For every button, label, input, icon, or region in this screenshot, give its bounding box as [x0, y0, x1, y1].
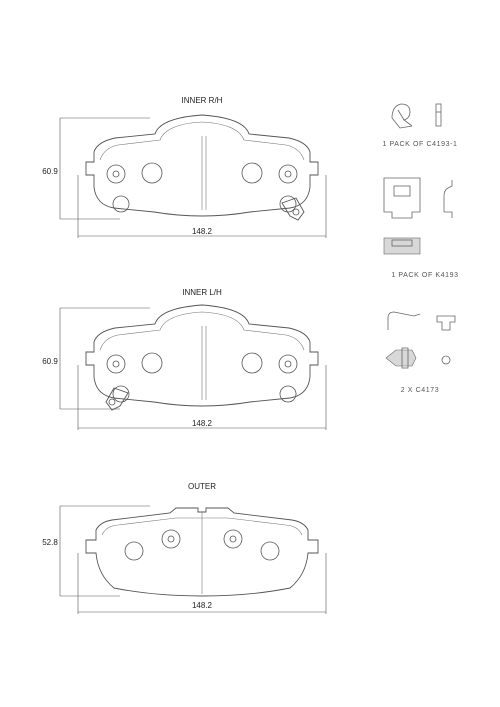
inner-rh-hole-center: [113, 171, 119, 177]
inner-lh-hole: [280, 386, 296, 402]
grommet-icon: [437, 316, 455, 330]
outer-title: OUTER: [188, 482, 216, 491]
inner-rh-hole: [279, 165, 297, 183]
inner-lh-hole: [242, 353, 262, 373]
inner-rh-view: [42, 96, 326, 238]
inner-lh-hole-center: [113, 361, 119, 367]
inner-rh-hole: [107, 165, 125, 183]
outer-hole: [162, 530, 180, 548]
pack-1-label: 1 PACK OF C4193-1: [382, 141, 458, 148]
inner-lh-width-value: 148.2: [191, 419, 213, 428]
inner-rh-hole: [242, 163, 262, 183]
outer-hole-center: [168, 536, 174, 542]
inner-lh-height-value: 60.9: [42, 357, 58, 366]
accessory-pack-1: [382, 104, 457, 148]
washer-icon: [442, 356, 450, 364]
pack-2-label: 1 PACK OF K4193: [391, 272, 459, 279]
inner-lh-hole: [142, 353, 162, 373]
inner-lh-title: INNER L/H: [182, 288, 222, 297]
inner-rh-title: INNER R/H: [181, 96, 223, 105]
shim-plate-icon: [384, 178, 420, 218]
accessory-pack-2: [384, 178, 459, 279]
inner-rh-hole-center: [285, 171, 291, 177]
inner-rh-width-value: 148.2: [191, 227, 213, 236]
shim-slot-icon: [394, 186, 410, 196]
clip-profile-icon: [444, 180, 452, 218]
inner-lh-hole-center: [285, 361, 291, 367]
pin-icon: [436, 104, 441, 126]
inner-lh-hole: [107, 355, 125, 373]
inner-rh-hole: [142, 163, 162, 183]
outer-width-value: 148.2: [191, 601, 213, 610]
outer-view: [42, 482, 326, 614]
sensor-plug-icon: [386, 350, 416, 366]
pack-3-label: 2 X C4173: [400, 387, 440, 394]
spring-clip-icon: [392, 104, 412, 128]
inner-rh-hole: [113, 196, 129, 212]
inner-rh-sensor-pin: [293, 209, 299, 215]
outer-hole: [224, 530, 242, 548]
inner-rh-height-value: 60.9: [42, 167, 58, 176]
outer-hole-center: [230, 536, 236, 542]
inner-lh-hole: [279, 355, 297, 373]
sensor-wire-icon: [388, 312, 420, 330]
inner-lh-sensor-pin: [109, 399, 115, 405]
inner-lh-wear-sensor: [106, 388, 128, 410]
outer-height-value: 52.8: [42, 538, 58, 547]
outer-hole: [125, 542, 143, 560]
inner-lh-view: [42, 288, 326, 430]
inner-rh-wear-sensor: [282, 198, 304, 220]
accessory-pack-3: [386, 312, 455, 394]
outer-hole: [261, 542, 279, 560]
